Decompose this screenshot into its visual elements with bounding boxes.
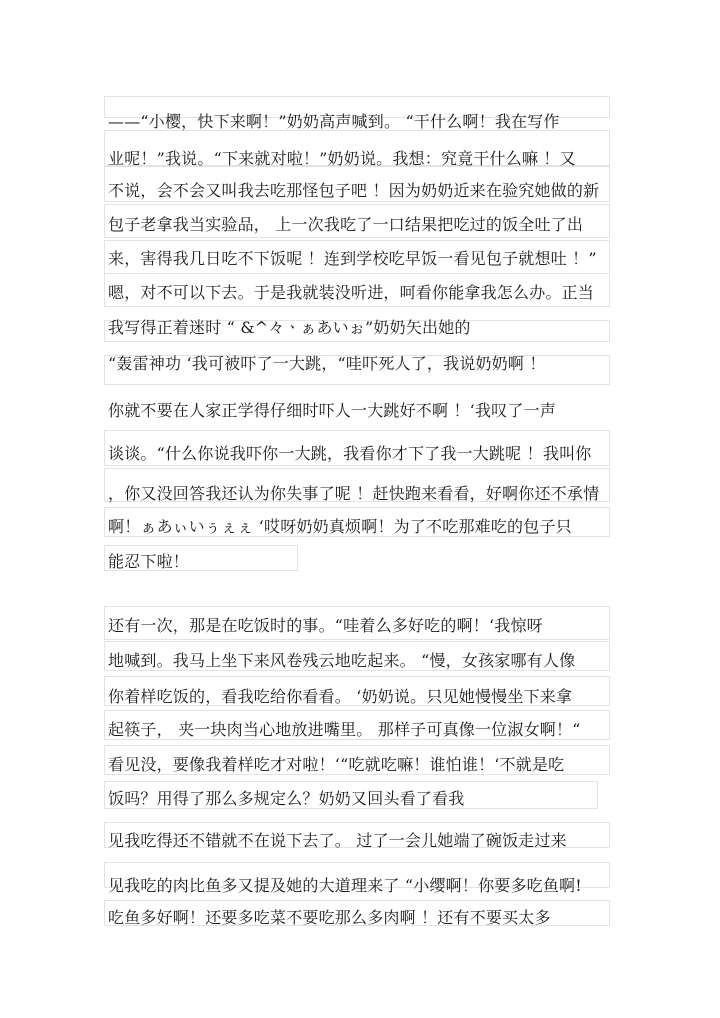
text-line: 不说，会不会又叫我去吃那怪包子吧 ！因为奶奶近来在验究她做的新 (108, 181, 600, 200)
text-line: ，你又没回答我还认为你失事了呢 ！赶快跑来看看，好啊你还不承情 (108, 484, 600, 503)
text-line: 啊！ぁあぃいぅぇぇ ‘哎呀奶奶真烦啊！为了不吃那难吃的包子只 (108, 517, 572, 536)
text-line: 还有一次，那是在吃饭时的事。“哇着么多好吃的啊！‘我惊呀 (108, 616, 543, 635)
text-line: 谈谈。“什么你说我吓你一大跳，我看你才下了我一大跳呢 ！我叫你 (108, 444, 592, 463)
text-line: 吃鱼多好啊！还要多吃菜不要吃那么多肉啊 ！还有不要买太多 (108, 908, 551, 927)
text-line: 我写得正着迷时 “ &^々ㆍぁあいぉ”奶奶矢出她的 (108, 318, 471, 337)
text-line: 看见没，要像我着样吃才对啦！‘“吃就吃嘛！谁怕谁！‘不就是吃 (108, 755, 565, 774)
text-line: 饭吗？用得了那么多规定么？奶奶又回头看了看我 (108, 789, 465, 808)
text-line: “轰雷神功 ‘我可被吓了一大跳，“哇吓死人了，我说奶奶啊 ！ (108, 354, 546, 373)
text-line: 起筷子， 夹一块肉当心地放进嘴里。 那样子可真像一位淑女啊！“ (108, 720, 581, 739)
text-line: 你就不要在人家正学得仔细时吓人一大跳好不啊 ！‘我叹了一声 (108, 401, 556, 420)
text-line: 见我吃得还不错就不在说下去了。 过了一会儿她端了碗饭走过来 (108, 831, 567, 850)
text-line: 嗯，对不可以下去。于是我就装没听进，呵看你能拿我怎么办。正当 (108, 283, 595, 302)
text-line: 能忍下啦！ (108, 552, 190, 571)
text-line: 业呢！”我说。“下来就对啦！”奶奶说。我想：究竟干什么嘛 ！又 (108, 149, 576, 168)
text-line: 包子老拿我当实验品， 上一次我吃了一口结果把吃过的饭全吐了出 (108, 215, 584, 234)
text-line: 你着样吃饭的，看我吃给你看看。 ‘奶奶说。只见她慢慢坐下来拿 (108, 687, 573, 706)
text-line: 地喊到。我马上坐下来风卷残云地吃起来。 “慢，女孩家哪有人像 (108, 651, 576, 670)
text-line: 来，害得我几日吃不下饭呢 ！连到学校吃早饭一看见包子就想吐 ！” (108, 249, 597, 268)
text-line: 见我吃的肉比鱼多又提及她的大道理来了 “小缨啊！你要多吃鱼啊! (108, 876, 582, 895)
text-line: ——“小樱，快下来啊！”奶奶高声喊到。 “干什么啊！我在写作 (108, 112, 560, 131)
